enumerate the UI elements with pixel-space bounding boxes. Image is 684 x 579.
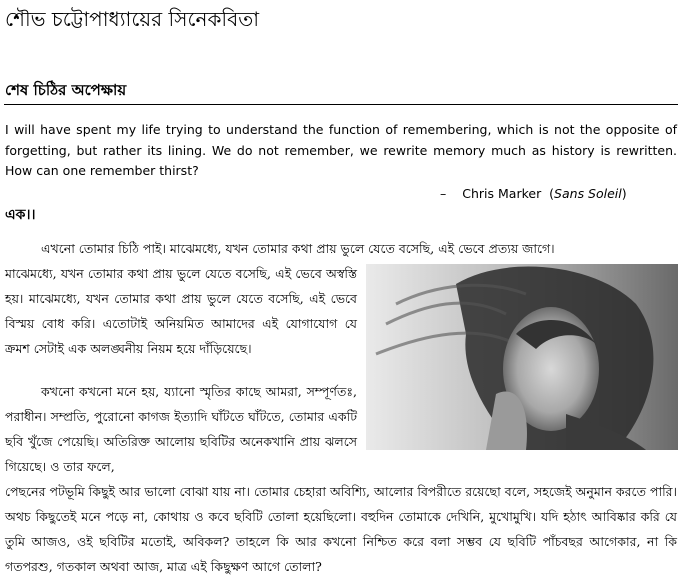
paragraph-one-body: মাঝেমধ্যে, যখন তোমার কথা প্রায় ভুলে যেতে বসেছি, এই ভেবে অস্বস্তি হয়। মাঝেমধ্যে, যখন তোমার কথা প্রায় ভুলে যেতে বসেছি, এই ভেবে বিস্ময় বোধ করি। এতোটাই অনিয়মিত আমাদের এই যোগাযোগ যে ক্রমশ সেটাই এক অলঙ্ঘনীয় নিয়ম হয়ে দাঁড়িয়েছে।	[5, 266, 357, 356]
portrait-photo	[366, 264, 678, 450]
section-number: এক।।	[5, 207, 36, 223]
page-title: শৌভ চট্টোপাধ্যায়ের সিনেকবিতা	[5, 7, 260, 31]
paragraph-one-first-line: এখনো তোমার চিঠি পাই। মাঝেমধ্যে, যখন তোমার কথা প্রায় ভুলে যেতে বসেছি, এই ভেবে প্রত্যয় জাগে।	[41, 241, 555, 256]
attribution-dash: –	[440, 186, 447, 201]
attribution-source: Sans Soleil	[554, 186, 622, 201]
poem-title: শেষ চিঠির অপেক্ষায়	[5, 81, 127, 99]
portrait-photo-image	[366, 264, 678, 450]
paragraph-two-beside-photo: কখনো কখনো মনে হয়, য্যানো স্মৃতির কাছে আমরা, সম্পূর্ণতঃ, পরাধীন। সম্প্রতি, পুরোনো কাগজ ইত্যাদি ঘাঁটতে ঘাঁটতে, তোমার একটি ছবি খুঁজে পেয়েছি। অতিরিক্ত আলোয় ছবিটির অনেকখানি প্রায় ঝলসে গিয়েছে। ও তার ফলে,	[5, 384, 357, 474]
epigraph-attribution: – Chris Marker (Sans Soleil)	[440, 186, 627, 201]
epigraph-quote: I will have spent my life trying to understand the function of remembering, which is not the opposite of forgetting, but rather its lining. We do not remember, we rewrite memory much as history is rewritten. How can one remember thirst?	[5, 122, 677, 178]
paragraph-two-continued: পেছনের পটভূমি কিছুই আর ভালো বোঝা যায় না। তোমার চেহারা অবিশ্যি, আলোর বিপরীতে রয়েছো বলে, সহজেই অনুমান করতে পারি। অথচ কিছুতেই মনে পড়ে না, কোথায় ও কবে ছবিটি তোলা হয়েছিলো। বহুদিন তোমাকে দেখিনি, মুখোমুখি। যদি হঠাৎ আবিষ্কার করি যে তুমি আজও, ওই ছবিটির মতোই, অবিকল? তাহলে কি আর কখনো নিশ্চিত করে বলা সম্ভব যে ছবিটি পাঁচবছর আগেকার, না কি গতপরশু, গতকাল অথবা আজ, মাত্র এই কিছুক্ষণ আগে তোলা?	[5, 484, 677, 574]
attribution-author: Chris Marker	[462, 186, 542, 201]
title-divider	[4, 104, 678, 105]
